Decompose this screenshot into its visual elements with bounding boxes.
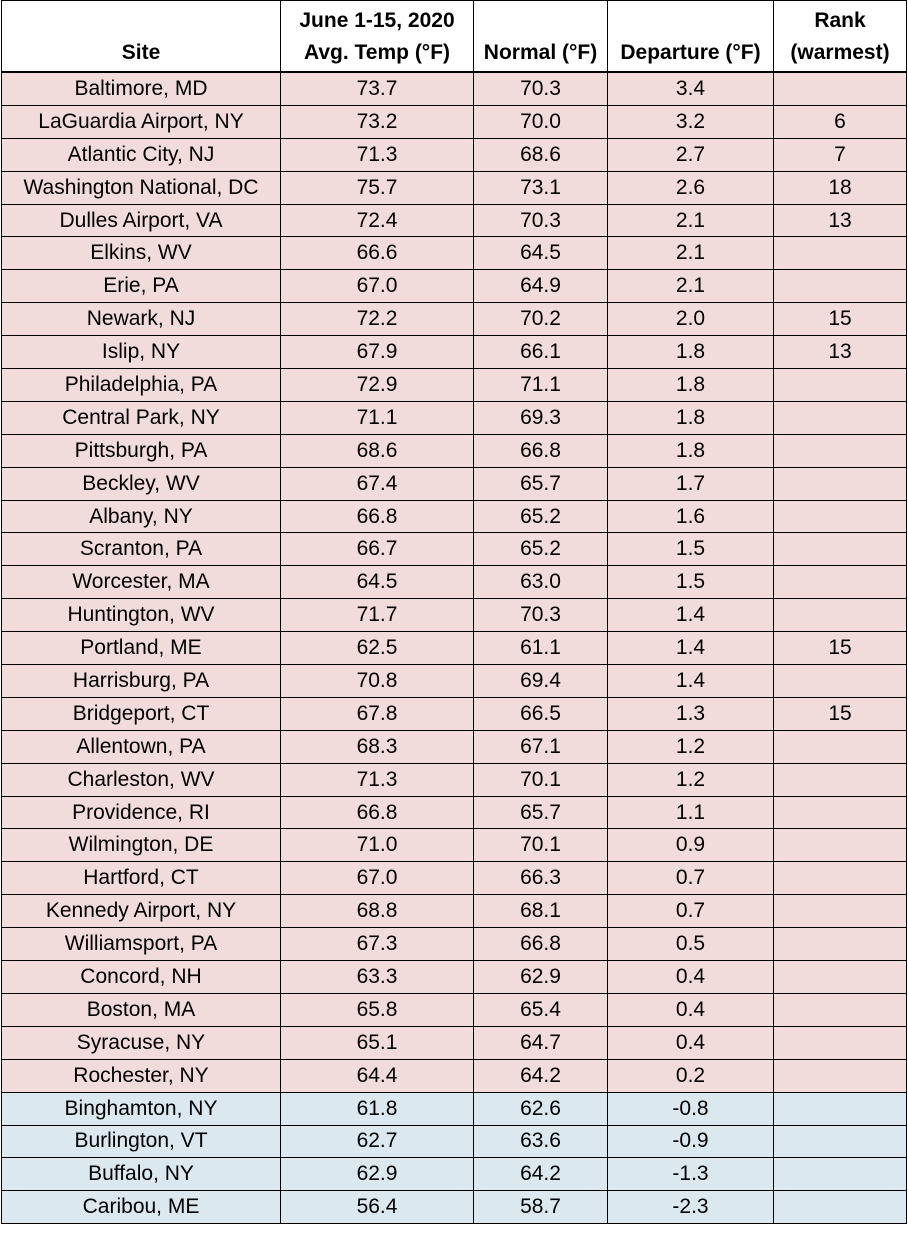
- rank-cell: 15: [774, 632, 907, 665]
- site-cell: Concord, NH: [2, 961, 281, 994]
- avg-temp-cell: 67.9: [281, 336, 474, 369]
- rank-cell: 7: [774, 138, 907, 171]
- avg-temp-cell: 56.4: [281, 1191, 474, 1224]
- normal-cell: 64.2: [474, 1158, 608, 1191]
- header-avg-temp-line1: June 1-15, 2020: [299, 9, 455, 32]
- rank-cell: 15: [774, 303, 907, 336]
- table-row: [2, 72, 907, 105]
- site-cell: Albany, NY: [2, 500, 281, 533]
- site-cell: LaGuardia Airport, NY: [2, 105, 281, 138]
- departure-cell: 1.7: [608, 467, 774, 500]
- rank-cell: 13: [774, 204, 907, 237]
- header-site-label: Site: [121, 41, 161, 64]
- departure-cell: 1.8: [608, 401, 774, 434]
- table-row: [2, 204, 907, 237]
- departure-cell: 2.1: [608, 237, 774, 270]
- rank-cell: [774, 237, 907, 270]
- site-cell: Harrisburg, PA: [2, 665, 281, 698]
- departure-cell: 2.7: [608, 138, 774, 171]
- normal-cell: 66.3: [474, 862, 608, 895]
- table-row: [2, 566, 907, 599]
- table-row: [2, 993, 907, 1026]
- avg-temp-cell: 71.0: [281, 829, 474, 862]
- avg-temp-cell: 68.8: [281, 895, 474, 928]
- temperature-table: [1, 0, 907, 1224]
- rank-cell: [774, 763, 907, 796]
- departure-cell: 3.4: [608, 72, 774, 105]
- header-departure-label: Departure (°F): [620, 41, 761, 64]
- avg-temp-cell: 65.8: [281, 993, 474, 1026]
- rank-cell: 15: [774, 697, 907, 730]
- site-cell: Huntington, WV: [2, 599, 281, 632]
- rank-cell: [774, 928, 907, 961]
- avg-temp-cell: 61.8: [281, 1092, 474, 1125]
- normal-cell: 65.2: [474, 500, 608, 533]
- avg-temp-cell: 71.7: [281, 599, 474, 632]
- rank-cell: [774, 500, 907, 533]
- departure-cell: -2.3: [608, 1191, 774, 1224]
- normal-cell: 63.6: [474, 1125, 608, 1158]
- departure-cell: 1.6: [608, 500, 774, 533]
- table-row: [2, 1125, 907, 1158]
- site-cell: Providence, RI: [2, 796, 281, 829]
- rank-cell: [774, 993, 907, 1026]
- rank-cell: [774, 730, 907, 763]
- departure-cell: 1.4: [608, 665, 774, 698]
- header-departure: [608, 1, 774, 73]
- site-cell: Syracuse, NY: [2, 1026, 281, 1059]
- rank-cell: [774, 1191, 907, 1224]
- avg-temp-cell: 64.5: [281, 566, 474, 599]
- site-cell: Caribou, ME: [2, 1191, 281, 1224]
- site-cell: Kennedy Airport, NY: [2, 895, 281, 928]
- rank-cell: [774, 665, 907, 698]
- normal-cell: 70.3: [474, 599, 608, 632]
- departure-cell: 0.7: [608, 862, 774, 895]
- normal-cell: 62.6: [474, 1092, 608, 1125]
- site-cell: Binghamton, NY: [2, 1092, 281, 1125]
- rank-cell: [774, 72, 907, 105]
- table-row: [2, 928, 907, 961]
- site-cell: Worcester, MA: [2, 566, 281, 599]
- rank-cell: [774, 1125, 907, 1158]
- header-rank: [774, 1, 907, 73]
- rank-cell: [774, 862, 907, 895]
- normal-cell: 68.6: [474, 138, 608, 171]
- header-normal-label: Normal (°F): [483, 41, 598, 64]
- departure-cell: 1.2: [608, 763, 774, 796]
- table-row: [2, 665, 907, 698]
- avg-temp-cell: 66.6: [281, 237, 474, 270]
- table-row: [2, 1059, 907, 1092]
- departure-cell: 1.5: [608, 533, 774, 566]
- rank-cell: 18: [774, 171, 907, 204]
- site-cell: Boston, MA: [2, 993, 281, 1026]
- table-row: [2, 336, 907, 369]
- rank-cell: [774, 829, 907, 862]
- header-normal: [474, 1, 608, 73]
- header-avg-temp-line2: Avg. Temp (°F): [303, 41, 451, 64]
- normal-cell: 66.5: [474, 697, 608, 730]
- site-cell: Buffalo, NY: [2, 1158, 281, 1191]
- rank-cell: [774, 961, 907, 994]
- departure-cell: 2.1: [608, 270, 774, 303]
- avg-temp-cell: 67.4: [281, 467, 474, 500]
- normal-cell: 71.1: [474, 369, 608, 402]
- normal-cell: 65.2: [474, 533, 608, 566]
- normal-cell: 65.4: [474, 993, 608, 1026]
- normal-cell: 70.1: [474, 829, 608, 862]
- rank-cell: [774, 1059, 907, 1092]
- site-cell: Rochester, NY: [2, 1059, 281, 1092]
- avg-temp-cell: 67.8: [281, 697, 474, 730]
- rank-cell: 6: [774, 105, 907, 138]
- site-cell: Scranton, PA: [2, 533, 281, 566]
- site-cell: Bridgeport, CT: [2, 697, 281, 730]
- avg-temp-cell: 67.0: [281, 270, 474, 303]
- normal-cell: 64.7: [474, 1026, 608, 1059]
- normal-cell: 65.7: [474, 467, 608, 500]
- rank-cell: [774, 467, 907, 500]
- normal-cell: 70.2: [474, 303, 608, 336]
- departure-cell: 3.2: [608, 105, 774, 138]
- avg-temp-cell: 67.0: [281, 862, 474, 895]
- table-row: [2, 730, 907, 763]
- avg-temp-cell: 71.3: [281, 138, 474, 171]
- avg-temp-cell: 67.3: [281, 928, 474, 961]
- departure-cell: 1.8: [608, 336, 774, 369]
- table-row: [2, 632, 907, 665]
- departure-cell: 0.5: [608, 928, 774, 961]
- site-cell: Pittsburgh, PA: [2, 434, 281, 467]
- normal-cell: 58.7: [474, 1191, 608, 1224]
- site-cell: Williamsport, PA: [2, 928, 281, 961]
- normal-cell: 61.1: [474, 632, 608, 665]
- avg-temp-cell: 70.8: [281, 665, 474, 698]
- normal-cell: 62.9: [474, 961, 608, 994]
- rank-cell: [774, 566, 907, 599]
- table-row: [2, 105, 907, 138]
- site-cell: Baltimore, MD: [2, 72, 281, 105]
- rank-cell: [774, 401, 907, 434]
- departure-cell: 0.4: [608, 1026, 774, 1059]
- avg-temp-cell: 71.1: [281, 401, 474, 434]
- table-row: [2, 763, 907, 796]
- table-row: [2, 1026, 907, 1059]
- departure-cell: -0.8: [608, 1092, 774, 1125]
- departure-cell: -1.3: [608, 1158, 774, 1191]
- departure-cell: 0.7: [608, 895, 774, 928]
- avg-temp-cell: 66.8: [281, 500, 474, 533]
- table-row: [2, 171, 907, 204]
- avg-temp-cell: 71.3: [281, 763, 474, 796]
- site-cell: Washington National, DC: [2, 171, 281, 204]
- normal-cell: 70.0: [474, 105, 608, 138]
- site-cell: Allentown, PA: [2, 730, 281, 763]
- avg-temp-cell: 68.3: [281, 730, 474, 763]
- header-site: [2, 1, 281, 73]
- table-row: [2, 467, 907, 500]
- normal-cell: 66.8: [474, 928, 608, 961]
- table-row: [2, 1191, 907, 1224]
- rank-cell: [774, 1158, 907, 1191]
- table-header: [2, 1, 907, 73]
- site-cell: Wilmington, DE: [2, 829, 281, 862]
- departure-cell: -0.9: [608, 1125, 774, 1158]
- avg-temp-cell: 73.7: [281, 72, 474, 105]
- site-cell: Atlantic City, NJ: [2, 138, 281, 171]
- table-row: [2, 862, 907, 895]
- header-rank-line1: Rank: [814, 9, 866, 32]
- table-row: [2, 796, 907, 829]
- table-row: [2, 369, 907, 402]
- avg-temp-cell: 66.8: [281, 796, 474, 829]
- site-cell: Beckley, WV: [2, 467, 281, 500]
- normal-cell: 69.3: [474, 401, 608, 434]
- table-row: [2, 303, 907, 336]
- site-cell: Erie, PA: [2, 270, 281, 303]
- avg-temp-cell: 62.7: [281, 1125, 474, 1158]
- table-row: [2, 599, 907, 632]
- site-cell: Charleston, WV: [2, 763, 281, 796]
- departure-cell: 1.3: [608, 697, 774, 730]
- avg-temp-cell: 66.7: [281, 533, 474, 566]
- table-row: [2, 961, 907, 994]
- table-row: [2, 401, 907, 434]
- site-cell: Philadelphia, PA: [2, 369, 281, 402]
- normal-cell: 63.0: [474, 566, 608, 599]
- departure-cell: 1.1: [608, 796, 774, 829]
- rank-cell: 13: [774, 336, 907, 369]
- departure-cell: 0.9: [608, 829, 774, 862]
- table-row: [2, 500, 907, 533]
- departure-cell: 2.6: [608, 171, 774, 204]
- avg-temp-cell: 73.2: [281, 105, 474, 138]
- avg-temp-cell: 75.7: [281, 171, 474, 204]
- normal-cell: 67.1: [474, 730, 608, 763]
- avg-temp-cell: 65.1: [281, 1026, 474, 1059]
- rank-cell: [774, 434, 907, 467]
- normal-cell: 64.2: [474, 1059, 608, 1092]
- table-row: [2, 895, 907, 928]
- table-row: [2, 697, 907, 730]
- table-row: [2, 1158, 907, 1191]
- rank-cell: [774, 1026, 907, 1059]
- site-cell: Portland, ME: [2, 632, 281, 665]
- avg-temp-cell: 72.4: [281, 204, 474, 237]
- rank-cell: [774, 796, 907, 829]
- normal-cell: 64.5: [474, 237, 608, 270]
- normal-cell: 70.3: [474, 72, 608, 105]
- rank-cell: [774, 599, 907, 632]
- departure-cell: 1.2: [608, 730, 774, 763]
- normal-cell: 70.1: [474, 763, 608, 796]
- normal-cell: 65.7: [474, 796, 608, 829]
- header-rank-line2: (warmest): [790, 41, 890, 64]
- avg-temp-cell: 72.2: [281, 303, 474, 336]
- avg-temp-cell: 63.3: [281, 961, 474, 994]
- departure-cell: 1.8: [608, 369, 774, 402]
- departure-cell: 0.4: [608, 961, 774, 994]
- avg-temp-cell: 68.6: [281, 434, 474, 467]
- rank-cell: [774, 1092, 907, 1125]
- departure-cell: 0.2: [608, 1059, 774, 1092]
- avg-temp-cell: 62.9: [281, 1158, 474, 1191]
- departure-cell: 1.4: [608, 599, 774, 632]
- departure-cell: 1.5: [608, 566, 774, 599]
- table-body: [2, 72, 907, 1224]
- site-cell: Islip, NY: [2, 336, 281, 369]
- site-cell: Dulles Airport, VA: [2, 204, 281, 237]
- rank-cell: [774, 369, 907, 402]
- table-row: [2, 237, 907, 270]
- normal-cell: 68.1: [474, 895, 608, 928]
- normal-cell: 73.1: [474, 171, 608, 204]
- rank-cell: [774, 533, 907, 566]
- departure-cell: 2.0: [608, 303, 774, 336]
- departure-cell: 1.4: [608, 632, 774, 665]
- site-cell: Hartford, CT: [2, 862, 281, 895]
- site-cell: Newark, NJ: [2, 303, 281, 336]
- avg-temp-cell: 72.9: [281, 369, 474, 402]
- rank-cell: [774, 270, 907, 303]
- header-avg-temp: [281, 1, 474, 73]
- table-row: [2, 270, 907, 303]
- site-cell: Elkins, WV: [2, 237, 281, 270]
- rank-cell: [774, 895, 907, 928]
- departure-cell: 1.8: [608, 434, 774, 467]
- site-cell: Central Park, NY: [2, 401, 281, 434]
- departure-cell: 2.1: [608, 204, 774, 237]
- normal-cell: 70.3: [474, 204, 608, 237]
- normal-cell: 64.9: [474, 270, 608, 303]
- normal-cell: 66.8: [474, 434, 608, 467]
- normal-cell: 69.4: [474, 665, 608, 698]
- table-row: [2, 1092, 907, 1125]
- header-row: [2, 1, 907, 73]
- avg-temp-cell: 64.4: [281, 1059, 474, 1092]
- normal-cell: 66.1: [474, 336, 608, 369]
- avg-temp-cell: 62.5: [281, 632, 474, 665]
- table-row: [2, 829, 907, 862]
- table-row: [2, 533, 907, 566]
- table-row: [2, 138, 907, 171]
- table-row: [2, 434, 907, 467]
- departure-cell: 0.4: [608, 993, 774, 1026]
- site-cell: Burlington, VT: [2, 1125, 281, 1158]
